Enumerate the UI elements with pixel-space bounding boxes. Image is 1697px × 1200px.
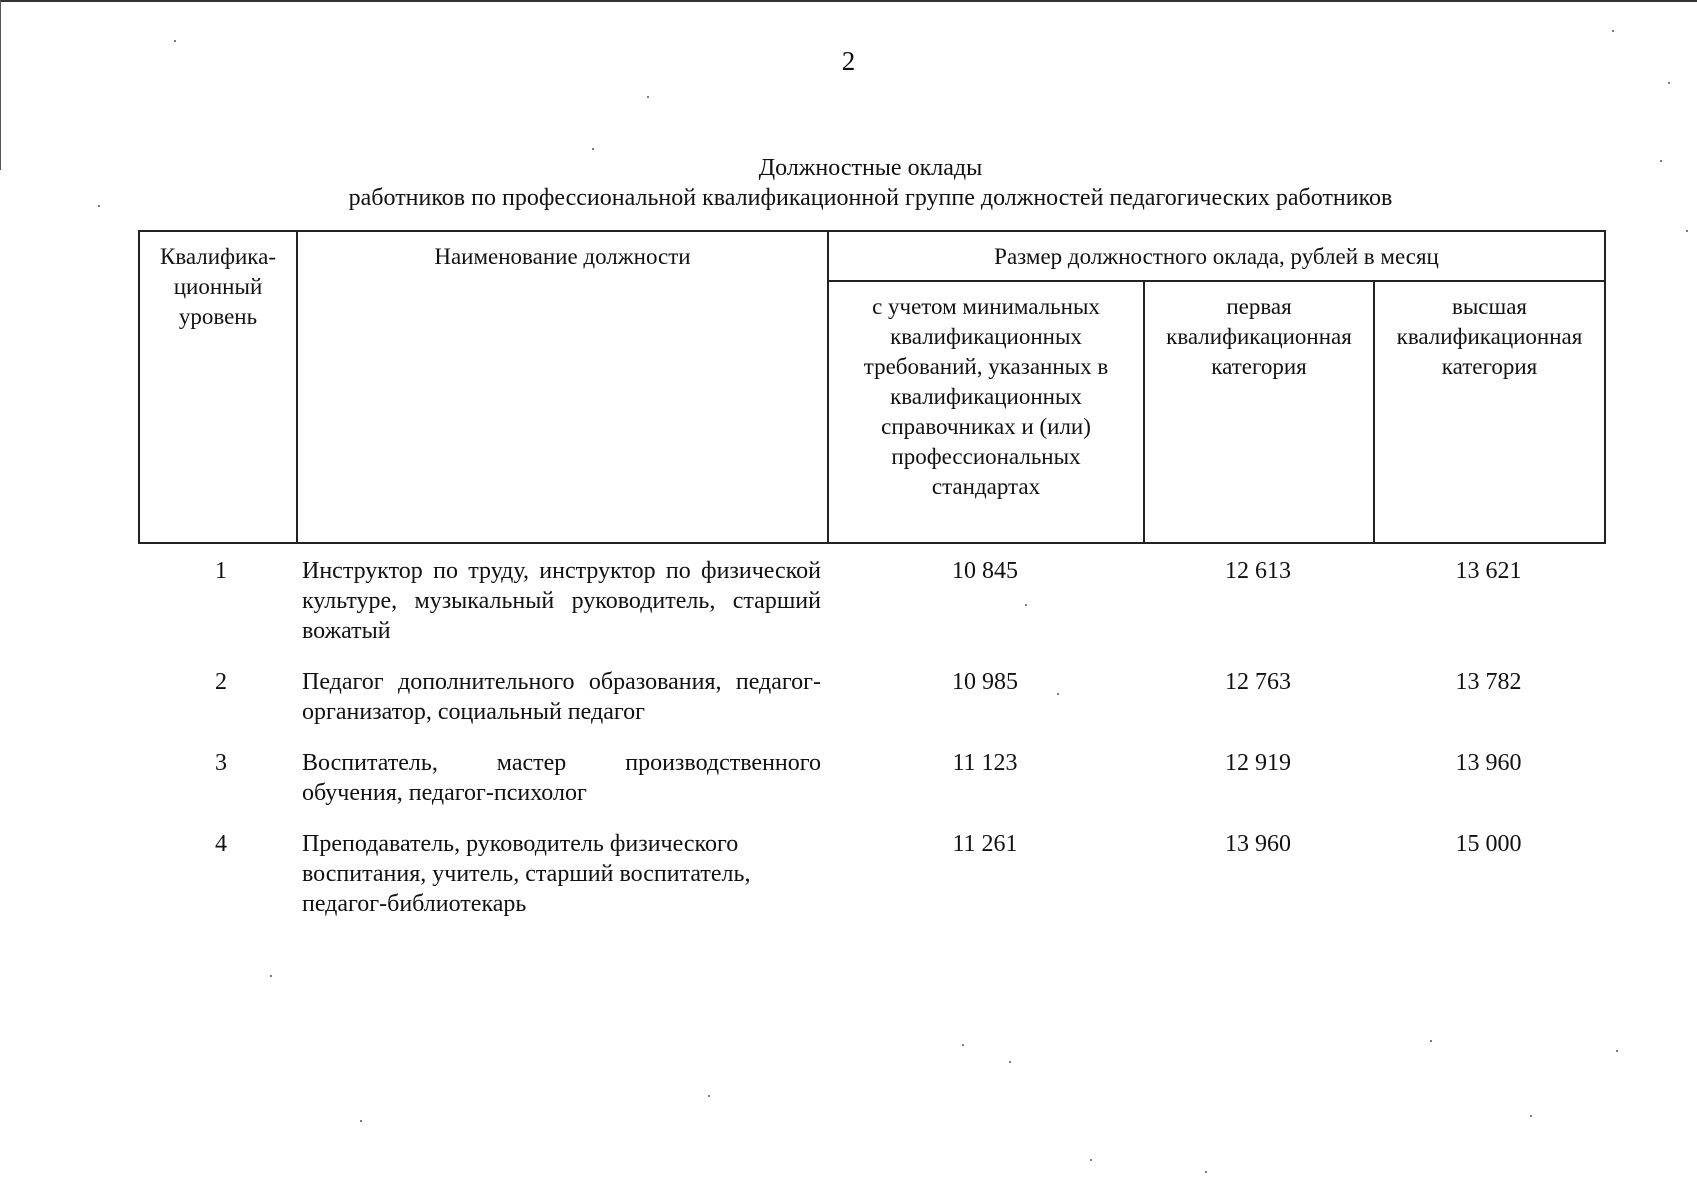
- header-first-category: первая квалификационная категория: [1144, 281, 1374, 543]
- row-position: Воспитатель, мастер производственного обучения, педагог-психолог: [302, 750, 821, 806]
- table-row: [138, 556, 1604, 667]
- row-position: Преподаватель, руководитель физического воспитания, учитель, старший воспитатель, педагог-библиотекарь: [302, 831, 751, 917]
- scan-left-edge: [0, 0, 1, 170]
- table-row: [138, 667, 1604, 748]
- row-salary-min: 11 261: [952, 831, 1018, 857]
- row-salary-min: 11 123: [952, 750, 1018, 776]
- title-line-2: работников по профессиональной квалификационной группе должностей педагогических работников: [348, 185, 1393, 211]
- table-row: [138, 829, 1604, 919]
- row-position: Педагог дополнительного образования, педагог-организатор, социальный педагог: [302, 669, 821, 725]
- row-level: 4: [215, 831, 227, 857]
- title-line-1: Должностные оклады: [758, 155, 983, 181]
- row-salary-highest: 13 621: [1455, 558, 1522, 584]
- salary-table-header: [138, 230, 1606, 544]
- scan-top-edge: [0, 0, 1697, 2]
- row-salary-first: 12 613: [1225, 558, 1291, 584]
- row-salary-min: 10 985: [952, 669, 1018, 695]
- document-title: [138, 153, 1603, 213]
- row-salary-highest: 15 000: [1455, 831, 1522, 857]
- row-level: 3: [215, 750, 227, 776]
- row-salary-highest: 13 782: [1455, 669, 1522, 695]
- row-salary-first: 13 960: [1225, 831, 1291, 857]
- header-position-name: Наименование должности: [297, 231, 828, 543]
- salary-table-body: [138, 556, 1604, 919]
- row-position: Инструктор по труду, инструктор по физической культуре, музыкальный руководитель, старший вожатый: [302, 558, 821, 644]
- header-salary-group: Размер должностного оклада, рублей в месяц: [828, 231, 1605, 281]
- row-salary-highest: 13 960: [1455, 750, 1522, 776]
- row-salary-first: 12 763: [1225, 669, 1291, 695]
- row-level: 1: [215, 558, 227, 584]
- page-number: 2: [841, 46, 856, 76]
- table-row: [138, 748, 1604, 829]
- row-level: 2: [215, 669, 227, 695]
- header-highest-category: высшая квалификационная категория: [1374, 281, 1605, 543]
- header-min-requirements: с учетом минимальных квалификационных требований, указанных в квалификационных справочниках и (или) профессиональных стандартах: [828, 281, 1144, 543]
- row-salary-min: 10 845: [952, 558, 1018, 584]
- row-salary-first: 12 919: [1225, 750, 1291, 776]
- header-qualification-level: Квалифика-ционный уровень: [139, 231, 297, 543]
